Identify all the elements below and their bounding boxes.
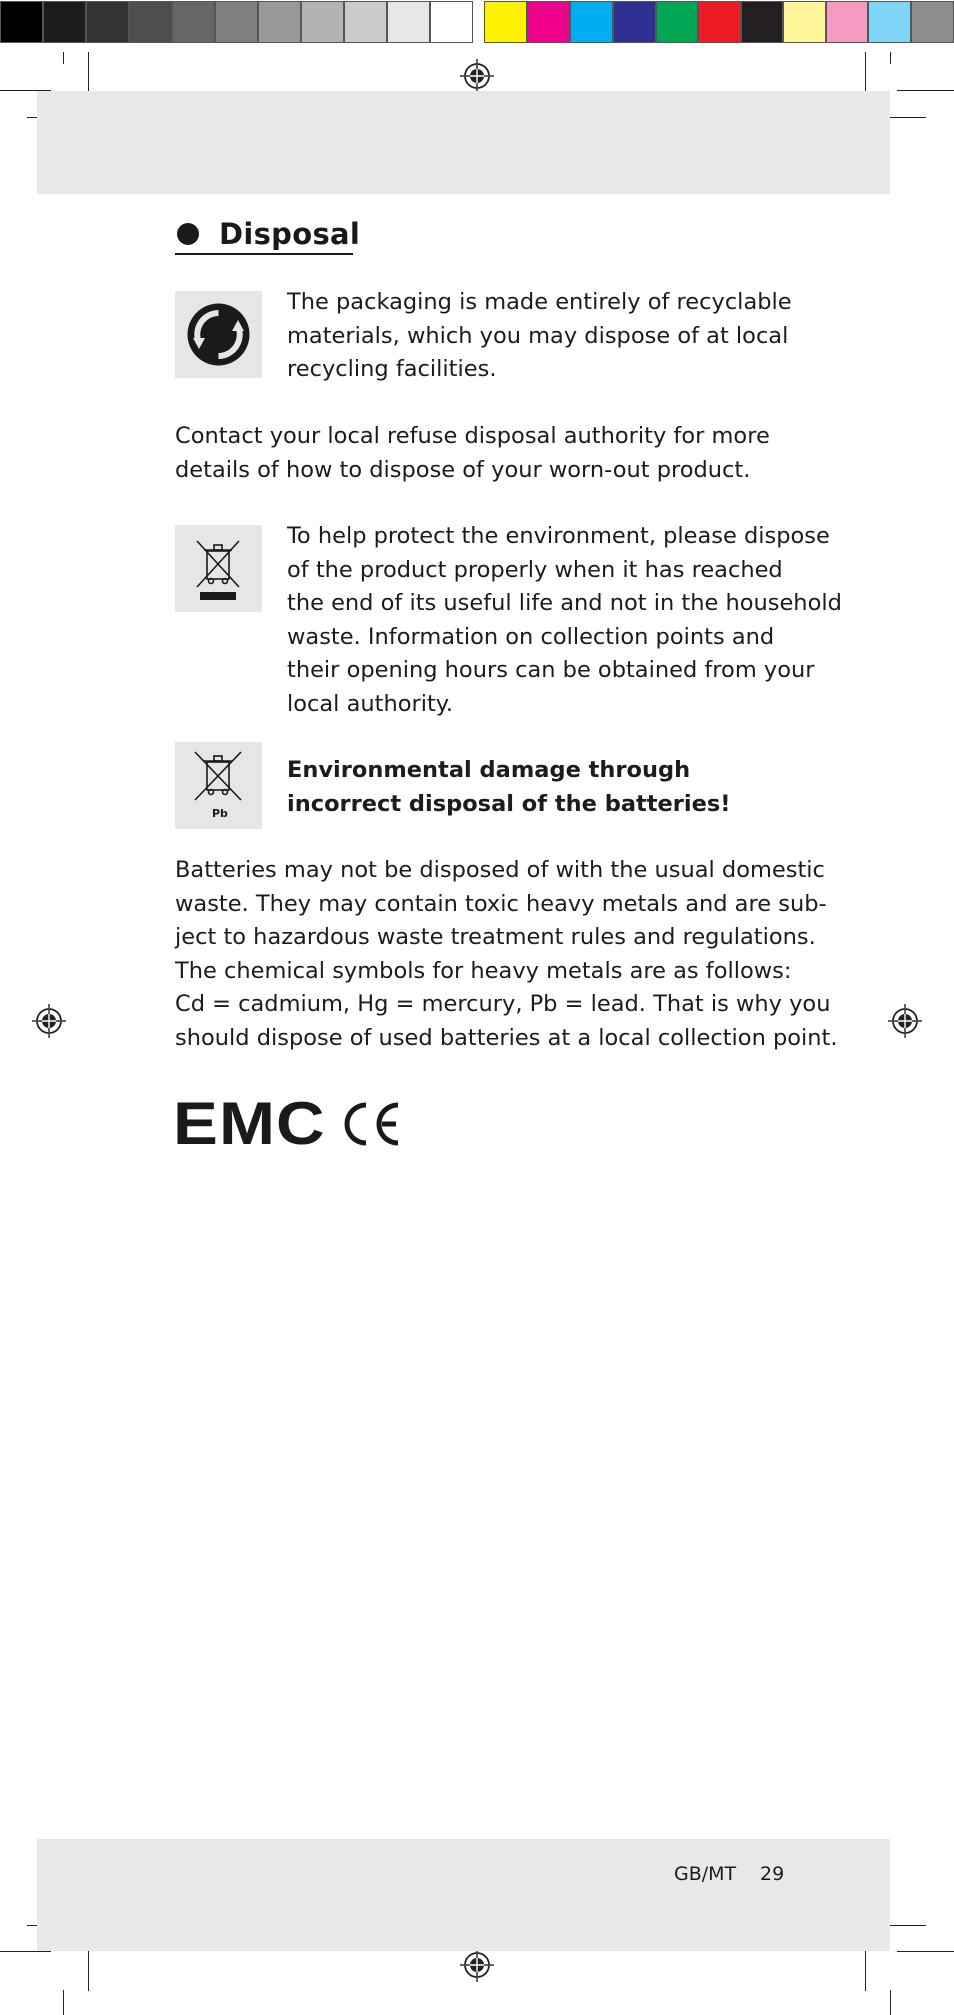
text-line: of the product properly when it has reached: [287, 556, 783, 583]
text-line: the end of its useful life and not in the household: [287, 590, 842, 616]
text-line: The packaging is made entirely of recyclable: [287, 289, 792, 315]
color-calibration-bar: [0, 0, 954, 44]
recycling-icon: [175, 291, 262, 378]
light-yellow-swatch: [783, 1, 826, 43]
recycling-icon-box: [175, 291, 262, 378]
crop-mark: [890, 52, 891, 64]
crop-mark: [88, 1945, 89, 1991]
red-swatch: [698, 1, 741, 43]
text-line: The chemical symbols for heavy metals are as follows:: [175, 957, 792, 984]
contact-paragraph: [175, 420, 770, 487]
crop-mark: [897, 1951, 954, 1952]
text-line: waste. They may contain toxic heavy metals and are sub-: [175, 890, 827, 917]
heading-underline: [175, 253, 353, 255]
gray-swatch-2: [43, 1, 86, 43]
crop-mark: [890, 1990, 891, 2015]
text-line: Batteries may not be disposed of with the usual domestic: [175, 857, 825, 883]
text-line: To help protect the environment, please dispose: [287, 523, 830, 549]
section-heading: [175, 215, 360, 253]
cyan-swatch: [570, 1, 613, 43]
light-cyan-swatch: [868, 1, 911, 43]
gray-swatch-7: [258, 1, 301, 43]
batteries-paragraph: [175, 854, 838, 1055]
green-swatch: [656, 1, 698, 43]
text-line: details of how to dispose of your worn-out product.: [175, 456, 751, 483]
text-line: local authority.: [287, 690, 454, 717]
crop-mark: [884, 117, 926, 118]
emc-mark: EMC: [173, 1090, 326, 1157]
registration-mark-icon: [888, 1004, 922, 1038]
crop-mark: [884, 1925, 926, 1926]
magenta-swatch: [527, 1, 570, 43]
pb-label: Pb: [212, 807, 228, 820]
footer-region: GB/MT: [674, 1863, 737, 1885]
crop-mark: [63, 52, 64, 64]
blue-swatch: [613, 1, 656, 43]
weee-icon-box: [175, 525, 262, 612]
battery-icon-box: [175, 742, 262, 829]
gray-swatch-6: [215, 1, 258, 43]
section-title: Disposal: [219, 217, 361, 251]
gray-swatch-11: [430, 1, 473, 43]
text-line: their opening hours can be obtained from your: [287, 657, 815, 683]
gray-swatch-9: [344, 1, 387, 43]
gray-swatch-10: [387, 1, 430, 43]
gray-process-swatch: [911, 1, 954, 43]
text-line: Cd = cadmium, Hg = mercury, Pb = lead. That is why you: [175, 991, 831, 1017]
battery-warning: [287, 754, 731, 821]
black-swatch: [741, 1, 783, 43]
gray-swatch-3: [86, 1, 129, 43]
gray-swatch-5: [172, 1, 215, 43]
text-line: materials, which you may dispose of at local: [287, 322, 789, 349]
header-band: [37, 91, 890, 194]
bullet-icon: [177, 223, 199, 245]
text-line: Environmental damage through: [287, 757, 691, 783]
registration-mark-icon: [460, 59, 494, 93]
crop-mark: [63, 1990, 64, 2015]
text-line: Contact your local refuse disposal authority for more: [175, 423, 770, 449]
yellow-swatch: [484, 1, 527, 43]
gray-swatch-8: [301, 1, 344, 43]
crop-mark: [0, 1951, 51, 1952]
page-number: 29: [760, 1863, 785, 1885]
text-line: should dispose of used batteries at a local collection point.: [175, 1024, 838, 1051]
weee-paragraph: [287, 520, 842, 721]
footer-band: [37, 1839, 890, 1951]
crossed-bin-icon: [175, 525, 262, 612]
gray-swatch-1: [0, 1, 43, 43]
registration-mark-icon: [32, 1004, 66, 1038]
pink-swatch: [826, 1, 868, 43]
gray-swatch-4: [129, 1, 172, 43]
text-line: recycling facilities.: [287, 356, 497, 382]
registration-mark-icon: [460, 1948, 494, 1982]
text-line: incorrect disposal of the batteries!: [287, 790, 731, 817]
text-line: waste. Information on collection points and: [287, 623, 775, 650]
recycling-paragraph: [287, 286, 792, 387]
text-line: ject to hazardous waste treatment rules and regulations.: [175, 924, 816, 950]
crop-mark: [897, 90, 954, 91]
crossed-bin-pb-icon: [175, 742, 262, 829]
crop-mark: [865, 1945, 866, 1991]
ce-mark-icon: [340, 1100, 404, 1148]
